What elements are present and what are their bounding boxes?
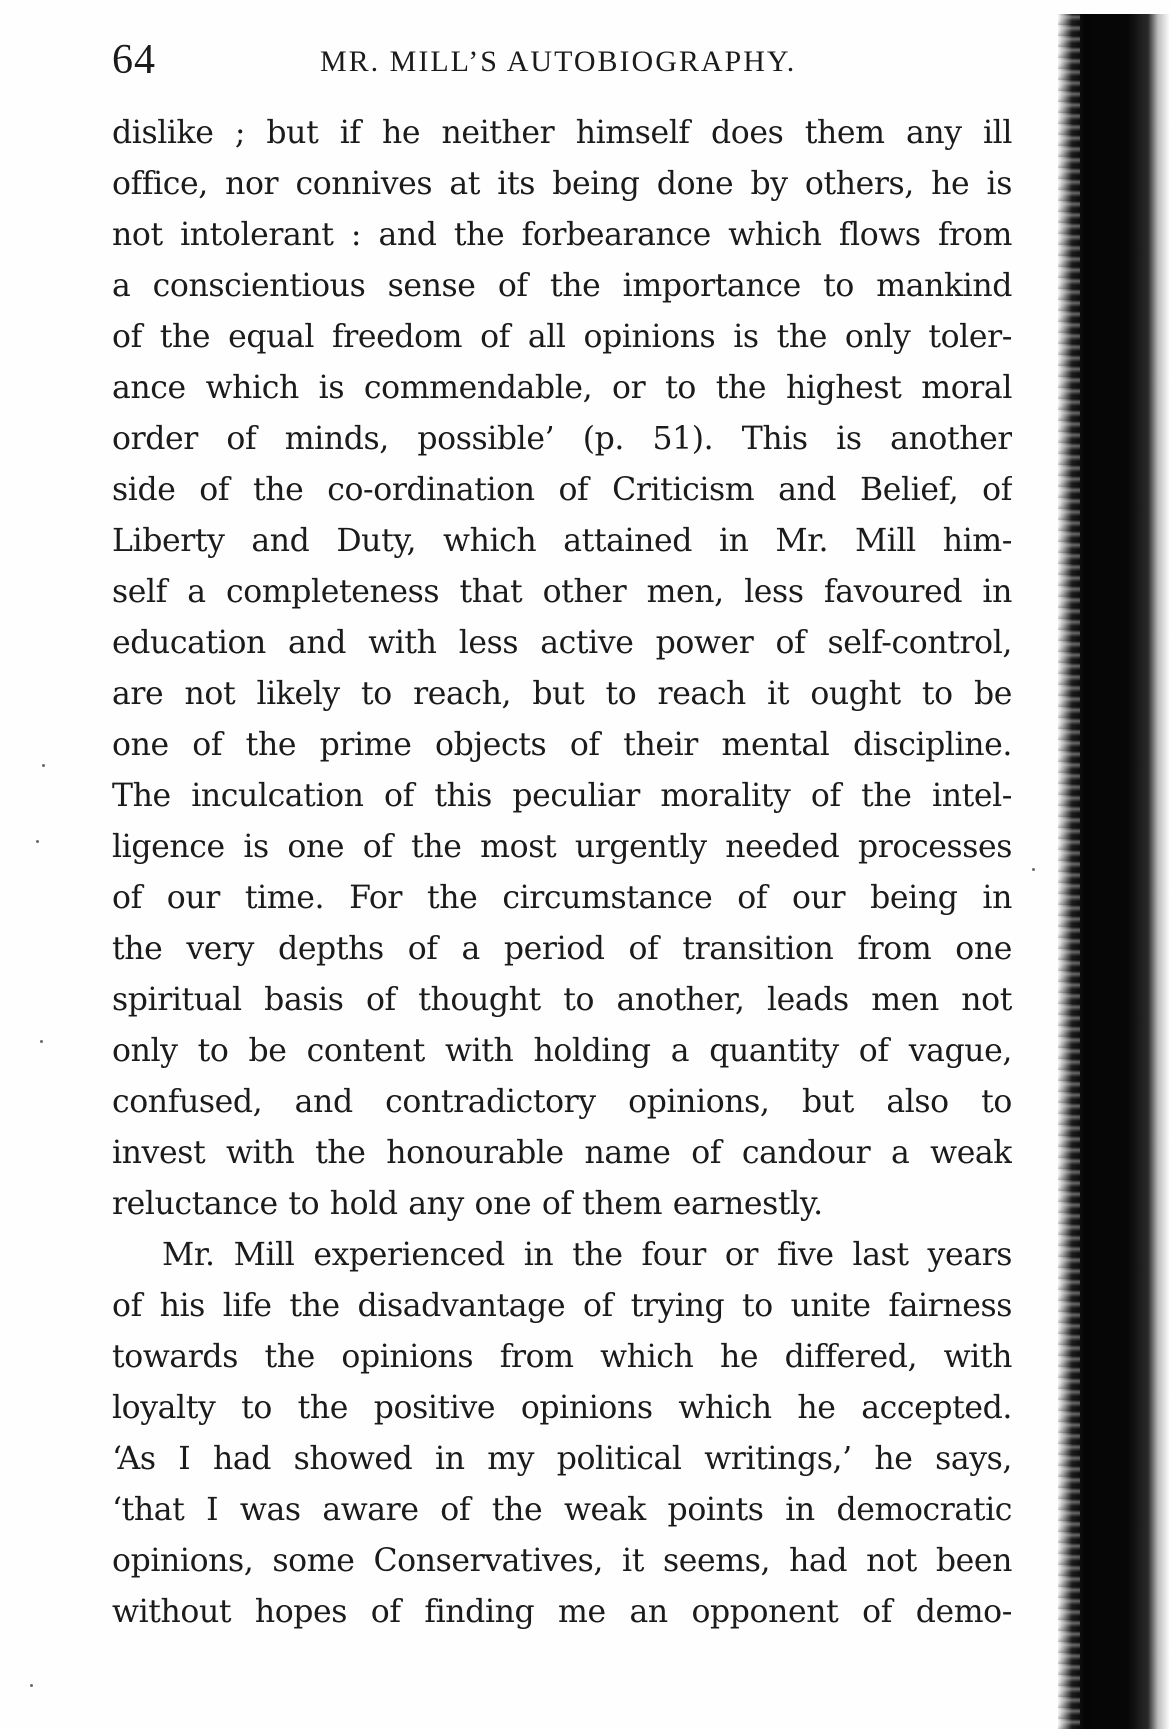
text-line: without hopes of finding me an opponent of demo- (112, 1594, 1012, 1630)
text-line: dislike ; but if he neither himself does them any ill (112, 115, 1012, 151)
text-line: Mr. Mill experienced in the four or five last years (162, 1237, 1012, 1273)
text-line: invest with the honourable name of candour a weak (112, 1135, 1012, 1171)
text-line: loyalty to the positive opinions which he accepted. (112, 1390, 1012, 1426)
scan-speck (40, 1040, 43, 1043)
body-text (112, 108, 1012, 1638)
text-line: towards the opinions from which he differed, with (112, 1339, 1012, 1375)
text-line: reluctance to hold any one of them earnestly. (112, 1186, 823, 1222)
scan-speck (30, 1684, 33, 1687)
running-head: MR. MILL’S AUTOBIOGRAPHY. (320, 45, 797, 78)
paragraph-1 (112, 108, 1012, 1230)
scan-speck (1032, 868, 1035, 871)
text-line: ‘that I was aware of the weak points in democratic (112, 1492, 1012, 1528)
text-line: are not likely to reach, but to reach it ought to be (112, 676, 1012, 712)
text-line: of his life the disadvantage of trying to unite fairness (112, 1288, 1012, 1324)
text-line: opinions, some Conservatives, it seems, had not been (112, 1543, 1012, 1579)
scan-speck (36, 840, 39, 843)
page-number: 64 (112, 37, 156, 83)
text-line: side of the co-ordination of Criticism and Belief, of (112, 472, 1012, 508)
text-line: spiritual basis of thought to another, leads men not (112, 982, 1012, 1018)
text-line: education and with less active power of self-control, (112, 625, 1012, 661)
text-line: confused, and contradictory opinions, but also to (112, 1084, 1012, 1120)
text-line: Liberty and Duty, which attained in Mr. Mill him- (112, 523, 1012, 559)
text-line: ‘As I had showed in my political writings,’ he says, (112, 1441, 1012, 1477)
page-header (112, 30, 1012, 90)
text-line: a conscientious sense of the importance to mankind (112, 268, 1012, 304)
text-line: one of the prime objects of their mental discipline. (112, 727, 1012, 763)
text-line: order of minds, possible’ (p. 51). This is another (112, 421, 1012, 457)
page-binding-shadow (1058, 14, 1170, 1729)
text-line: of our time. For the circumstance of our being in (112, 880, 1012, 916)
text-line: office, nor connives at its being done by others, he is (112, 166, 1012, 202)
text-line: the very depths of a period of transition from one (112, 931, 1012, 967)
text-line: only to be content with holding a quantity of vague, (112, 1033, 1012, 1069)
text-line: The inculcation of this peculiar morality of the intel- (112, 778, 1012, 814)
text-line: ligence is one of the most urgently needed processes (112, 829, 1012, 865)
text-line: not intolerant : and the forbearance which flows from (112, 217, 1012, 253)
paragraph-2 (112, 1230, 1012, 1638)
text-line: of the equal freedom of all opinions is the only toler- (112, 319, 1012, 355)
text-line: ance which is commendable, or to the highest moral (112, 370, 1012, 406)
text-line: self a completeness that other men, less favoured in (112, 574, 1012, 610)
scan-speck (42, 764, 45, 767)
